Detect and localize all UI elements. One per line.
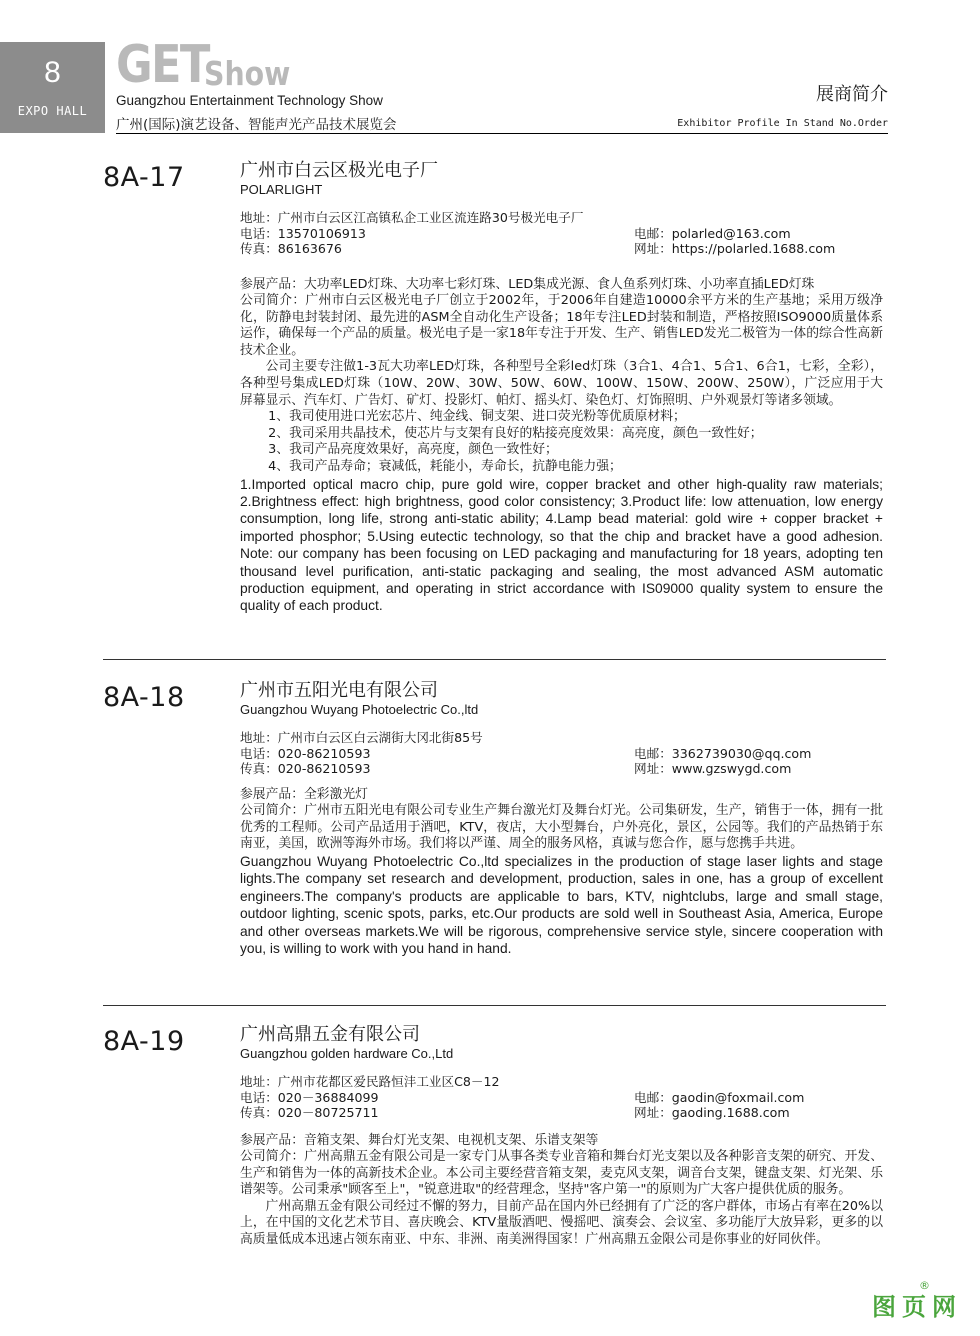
description-en: 1.Imported optical macro chip, pure gold wire, copper bracket and other high-quality raw materials; 2.Brightness effect: high brightness, good color consistency; 3.Product life: low attenuation, low energy consumption, long life, strong anti-static ability; 4.Lamp bead material: gold wire + copper bracket + imported phosphor; 5.Using eutectic technology, so that the chip and bracket have a good adhesion. Note: our company has been focusing on LED packaging and manufacturing for 18 years, adopting ten thousand level purification, anti-static packaging and sealing, the most advanced ASM automatic production equipment, and operating in strict accordance with IS09000 quality system to ensure the quality of each product.: [240, 476, 883, 614]
entry-divider: [103, 1005, 886, 1006]
company-name-en: POLARLIGHT: [240, 182, 323, 197]
stand-number: 8A-17: [103, 162, 185, 193]
logo-show: Show: [204, 54, 291, 93]
show-name-en: Guangzhou Entertainment Technology Show: [116, 93, 383, 108]
description-en: Guangzhou Wuyang Photoelectric Co.,ltd specializes in the production of stage laser lights and stage lights.The company set research and development, production, sales in one, has a group of excellent engineers.The company's products are applicable to bars, KTV, nightclubs, large and small stage, outdoor lighting, scenic spots, parks, etc.Our products are sold well in Southeast Asia, America, Europe and other overseas markets.We will be rigorous, comprehensive service style, sincere cooperation with you, is willing to work with you hand in hand.: [240, 853, 883, 956]
contact-block: [240, 1074, 883, 1121]
fax: 传真：020-86210593: [240, 761, 371, 776]
fax: 传真：86163676: [240, 241, 342, 256]
company-intro-2: 广州高鼎五金有限公司经过不懈的努力，目前产品在国内外已经拥有了广泛的客户群体，市场占有率在20%以上，在中国的文化艺术节目、喜庆晚会、KTV量版酒吧、慢摇吧、演奏会、会议室、多功能厅大放异彩，更多的以高质量低成本迅速占领东南亚、中东、非洲、南美洲得国家！广州高鼎五金限公司是你事业的好同伙伴。: [240, 1198, 883, 1248]
exhibit-products: 参展产品：音箱支架、舞台灯光支架、电视机支架、乐谱支架等: [240, 1132, 599, 1148]
address: 地址：广州市白云区江高镇私企工业区流连路30号极光电子厂: [240, 210, 584, 225]
stand-number: 8A-19: [103, 1026, 185, 1057]
get-show-logo: [116, 35, 291, 95]
hall-label: EXPO HALL: [17, 104, 88, 118]
company-intro: 公司简介：广州市白云区极光电子厂创立于2002年，于2006年自建造10000余平方米的生产基地；采用万级净化，防静电封装封闭、最先进的ASM全自动化生产设备；18年专注LED封装和制造，严格按照ISO9000质量体系运作，确保每一个产品的质量。极光电子是一家18年专注于开发、生产、销售LED发光二极管为一体的综合性高新技术企业。: [240, 293, 883, 358]
address: 地址：广州市花都区爱民路恒沣工业区C8－12: [240, 1074, 500, 1089]
fax: 传真：020－80725711: [240, 1105, 379, 1120]
show-name-cn: 广州(国际)演艺设备、智能声光产品技术展览会: [116, 117, 397, 133]
expo-hall-badge: [0, 42, 105, 133]
website: 网址：www.gzswygd.com: [634, 761, 792, 776]
company-name-en: Guangzhou golden hardware Co.,Ltd: [240, 1046, 454, 1061]
website: 网址：gaoding.1688.com: [634, 1105, 790, 1120]
logo-get: GET: [116, 35, 209, 95]
feature-point: 3、我司产品亮度效果好，高亮度，颜色一致性好；: [268, 442, 558, 458]
stand-number: 8A-18: [103, 682, 185, 713]
watermark-logo: 图页网: [872, 1293, 962, 1321]
section-title: 展商简介: [816, 84, 888, 105]
entry-divider: [103, 659, 886, 660]
company-intro-2: 公司主要专注做1-3瓦大功率LED灯珠，各种型号全彩led灯珠（3合1、4合1、5合1、6合1，七彩，全彩），各种型号集成LED灯珠（10W、20W、30W、50W、60W、100W、150W、200W、250W），广泛应用于大屏幕显示、汽车灯、广告灯、矿灯、投影灯、帕灯、摇头灯、染色灯、灯饰照明、户外观景灯等诸多领域。: [240, 359, 883, 408]
phone: 电话：13570106913: [240, 225, 366, 241]
feature-point: 1、我司使用进口光宏芯片、纯金线、铜支架、进口荧光粉等优质原材料；: [268, 409, 686, 425]
email: 电邮：polarled@163.com: [634, 225, 791, 241]
exhibit-products: 参展产品：大功率LED灯珠、大功率七彩灯珠、LED集成光源、食人鱼系列灯珠、小功率直插LED灯珠: [240, 276, 815, 292]
phone: 电话：020-86210593: [240, 745, 371, 761]
company-intro: 公司简介：广州高鼎五金有限公司是一家专门从事各类专业音箱和舞台灯光支架以及各种影音支架的研究、开发、生产和销售为一体的高新技术企业。本公司主要经营音箱支架，麦克风支架，调音台支架，键盘支架、灯光架、乐谱架等。公司秉承"顾客至上"，"锐意进取"的经营理念，坚持"客户第一"的原则为广大客户提供优质的服务。: [240, 1149, 883, 1198]
company-intro: 公司简介：广州市五阳光电有限公司专业生产舞台激光灯及舞台灯光。公司集研发，生产，销售于一体，拥有一批优秀的工程师。公司产品适用于酒吧，KTV，夜店，大小型舞台，户外亮化，景区，公园等。我们的产品热销于东南亚，美国，欧洲等海外市场。我们将以严谨、周全的服务风格，真诚与您合作，愿与您携手共进。: [240, 803, 883, 852]
email: 电邮：3362739030@qq.com: [634, 745, 812, 761]
contact-block: [240, 210, 883, 257]
feature-point: 2、我司采用共晶技术，使芯片与支架有良好的粘接亮度效果：高亮度，颜色一致性好；: [268, 425, 763, 441]
company-name-cn: 广州市五阳光电有限公司: [240, 680, 438, 701]
header-divider: [116, 133, 888, 134]
email: 电邮：gaodin@foxmail.com: [634, 1089, 805, 1105]
website: 网址：https://polarled.1688.com: [634, 241, 836, 256]
hall-number: 8: [44, 56, 61, 89]
exhibit-products: 参展产品：全彩激光灯: [240, 786, 368, 802]
company-name-cn: 广州高鼎五金有限公司: [240, 1024, 420, 1045]
section-subtitle: Exhibitor Profile In Stand No.Order: [677, 118, 888, 129]
phone: 电话：020－36884099: [240, 1089, 379, 1105]
company-name-en: Guangzhou Wuyang Photoelectric Co.,ltd: [240, 702, 479, 717]
watermark-registered-mark: ®: [919, 1279, 930, 1292]
feature-point: 4、我司产品寿命；衰减低，耗能小，寿命长，抗静电能力强；: [268, 459, 622, 475]
contact-block: [240, 730, 883, 777]
address: 地址：广州市白云区白云湖街大冈北街85号: [240, 730, 483, 745]
company-name-cn: 广州市白云区极光电子厂: [240, 160, 438, 181]
